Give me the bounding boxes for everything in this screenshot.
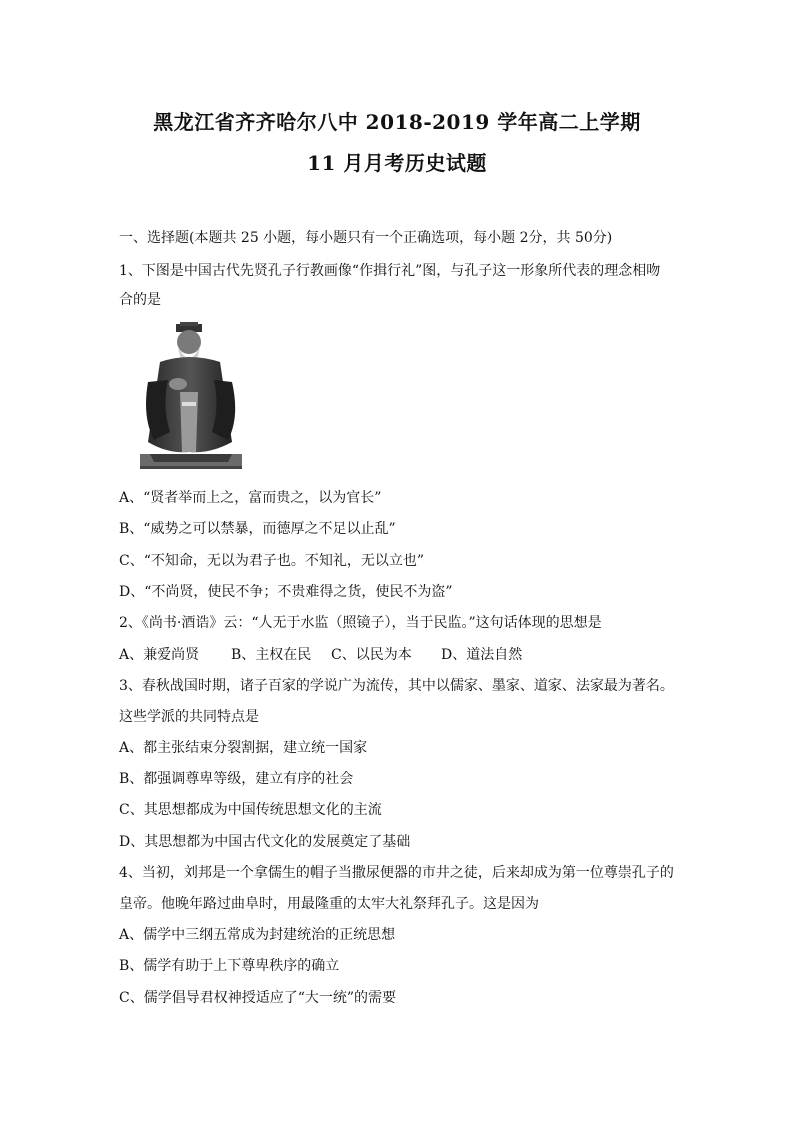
question-2-options — [119, 646, 689, 664]
question-2-option-d: D、道法自然 — [441, 647, 523, 663]
question-2-option-b: B、主权在民 — [231, 647, 312, 663]
question-3-stem-line1: 3、春秋战国时期，诸子百家的学说广为流传，其中以儒家、墨家、道家、法家最为著名。 — [119, 678, 674, 694]
section-heading: 一、选择题(本题共 25 小题，每小题只有一个正确选项，每小题 2分，共 50分) — [119, 230, 613, 246]
question-3-stem-line2: 这些学派的共同特点是 — [119, 709, 259, 725]
confucius-portrait-icon — [140, 322, 242, 469]
question-4-option-a: A、儒学中三纲五常成为封建统治的正统思想 — [119, 927, 396, 943]
question-1-option-d: D、“不尚贤，使民不争；不贵难得之货，使民不为盗” — [119, 584, 453, 600]
question-3-option-c: C、其思想都成为中国传统思想文化的主流 — [119, 802, 382, 818]
question-1-option-b: B、“威势之可以禁暴，而德厚之不足以止乱” — [119, 521, 396, 537]
question-3-option-d: D、其思想都为中国古代文化的发展奠定了基础 — [119, 834, 411, 850]
question-1-stem-line1: 1、下图是中国古代先贤孔子行教画像“作揖行礼”图，与孔子这一形象所代表的理念相吻 — [119, 263, 661, 279]
exam-title-line2: 11 月月考历史试题 — [307, 151, 487, 175]
question-4-stem-line1: 4、当初，刘邦是一个拿儒生的帽子当撒尿便器的市井之徒，后来却成为第一位尊崇孔子的 — [119, 865, 674, 881]
question-4-stem-line2: 皇帝。他晚年路过曲阜时，用最隆重的太牢大礼祭拜孔子。这是因为 — [119, 896, 539, 912]
question-3-option-b: B、都强调尊卑等级，建立有序的社会 — [119, 771, 354, 787]
question-2-stem: 2、《尚书·酒诰》云：“人无于水监（照镜子），当于民监。”这句话体现的思想是 — [119, 615, 602, 631]
question-1-stem-line2: 合的是 — [119, 292, 161, 308]
exam-title-line1: 黑龙江省齐齐哈尔八中 2018-2019 学年高二上学期 — [153, 110, 641, 134]
question-2-option-c: C、以民为本 — [331, 647, 412, 663]
question-4-option-c: C、儒学倡导君权神授适应了“大一统”的需要 — [119, 990, 397, 1006]
question-1-option-a: A、“贤者举而上之，富而贵之，以为官长” — [119, 490, 382, 506]
question-2-option-a: A、兼爱尚贤 — [119, 647, 200, 663]
question-4-option-b: B、儒学有助于上下尊卑秩序的确立 — [119, 958, 340, 974]
question-1-option-c: C、“不知命，无以为君子也。不知礼，无以立也” — [119, 553, 425, 569]
question-3-option-a: A、都主张结束分裂割据，建立统一国家 — [119, 740, 368, 756]
